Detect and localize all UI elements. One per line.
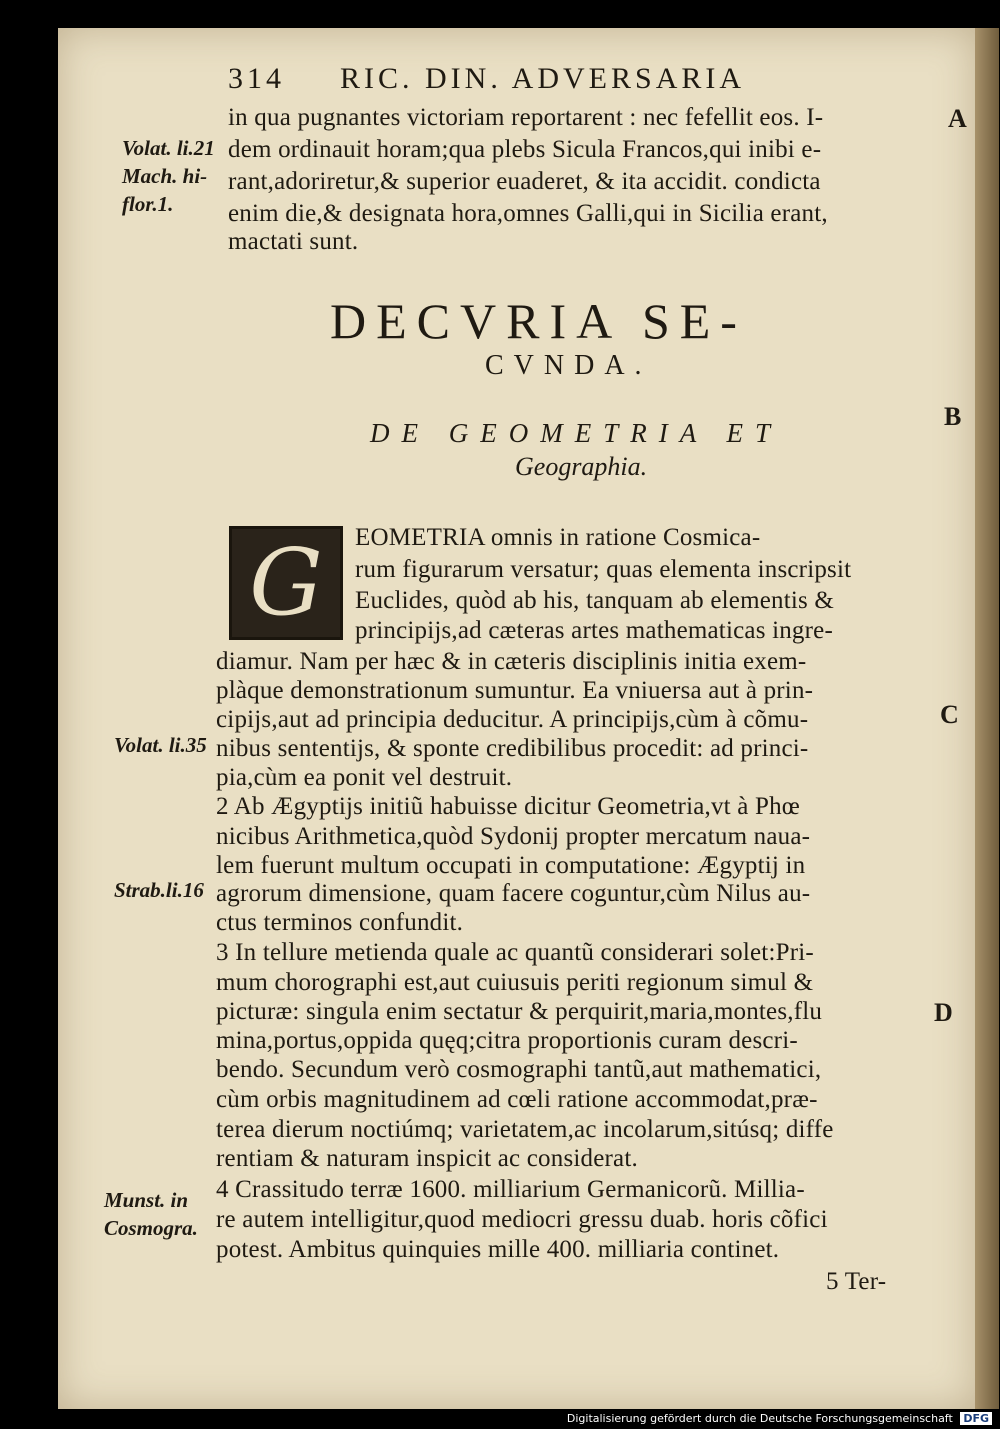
page-number: 314 bbox=[228, 62, 285, 95]
catchword: 5 Ter- bbox=[826, 1268, 887, 1295]
side-note: Volat. li.35 bbox=[114, 733, 207, 757]
side-note: Strab.li.16 bbox=[114, 878, 204, 902]
text-line: in qua pugnantes victoriam reportarent : nec fefellit eos. I- bbox=[228, 104, 824, 131]
margin-letter-d: D bbox=[934, 998, 953, 1027]
side-note: flor.1. bbox=[122, 192, 174, 216]
dfg-logo: DFG bbox=[960, 1412, 992, 1425]
running-title: RIC. DIN. ADVERSARIA bbox=[340, 62, 746, 95]
text-line: terea dierum noctiúmq; varietatem,ac incolarum,sitúsq; diffe bbox=[216, 1116, 834, 1143]
text-line: Euclides, quòd ab his, tanquam ab elementis & bbox=[355, 587, 835, 614]
decorated-initial bbox=[229, 526, 343, 640]
text-line: 3 In tellure metienda quale ac quantũ considerari solet:Pri- bbox=[216, 939, 814, 966]
text-line: agrorum dimensione, quam facere coguntur,cùm Nilus au- bbox=[216, 880, 811, 907]
initial-letter: G bbox=[249, 529, 323, 636]
text-line: pia,cùm ea ponit vel destruit. bbox=[216, 764, 513, 791]
section-subtitle-cont: Geographia. bbox=[515, 452, 648, 481]
text-line: diamur. Nam per hæc & in cæteris disciplinis initia exem- bbox=[216, 648, 807, 675]
text-line: ctus terminos confundit. bbox=[216, 909, 464, 936]
page-edge bbox=[975, 28, 999, 1409]
text-line: plàque demonstrationum sumuntur. Ea vniuersa aut à prin- bbox=[216, 677, 814, 704]
section-title-cont: CVNDA. bbox=[485, 350, 652, 381]
text-line: bendo. Secundum verò cosmographi tantũ,aut mathematici, bbox=[216, 1056, 822, 1083]
side-note: Cosmogra. bbox=[104, 1216, 198, 1240]
text-line: nicibus Arithmetica,quòd Sydonij propter mercatum naua- bbox=[216, 823, 811, 850]
text-line: mactati sunt. bbox=[228, 228, 359, 255]
section-title: DECVRIA SE- bbox=[330, 293, 747, 349]
text-line: 2 Ab Ægyptijs initiũ habuisse dicitur Geometria,vt à Phœ bbox=[216, 793, 801, 820]
footer-text: Digitalisierung gefördert durch die Deutsche Forschungsgemeinschaft bbox=[566, 1412, 953, 1425]
text-line: enim die,& designata hora,omnes Galli,qui in Sicilia erant, bbox=[228, 200, 828, 227]
text-line: re autem intelligitur,quod mediocri gressu duab. horis cõfici bbox=[216, 1206, 828, 1233]
text-line: mina,portus,oppida quęq;citra proportionis curam descri- bbox=[216, 1027, 798, 1054]
side-note: Munst. in bbox=[104, 1188, 189, 1212]
text-line: EOMETRIA omnis in ratione Cosmica- bbox=[355, 524, 761, 551]
footer bbox=[567, 1412, 992, 1425]
text-line: dem ordinauit horam;qua plebs Sicula Francos,qui inibi e- bbox=[228, 136, 822, 163]
text-line: rentiam & naturam inspicit ac considerat. bbox=[216, 1145, 638, 1172]
text-line: mum chorographi est,aut cuiusuis periti regionum simul & bbox=[216, 969, 814, 996]
text-line: rant,adoriretur,& superior euaderet, & ita accidit. condicta bbox=[228, 168, 821, 195]
text-line: principijs,ad cæteras artes mathematicas ingre- bbox=[355, 617, 833, 644]
text-line: nibus sententijs, & sponte credibilibus procedit: ad princi- bbox=[216, 735, 809, 762]
text-line: lem fuerunt multum occupati in computatione: Ægyptij in bbox=[216, 852, 806, 879]
margin-letter-a: A bbox=[948, 104, 967, 133]
side-note: Volat. li.21 bbox=[122, 136, 215, 160]
section-subtitle: DE GEOMETRIA ET bbox=[370, 418, 782, 448]
text-line: cùm orbis magnitudinem ad cœli ratione accommodat,præ- bbox=[216, 1086, 818, 1113]
text-line: picturæ: singula enim sectatur & perquirit,maria,montes,flu bbox=[216, 998, 823, 1025]
margin-letter-c: C bbox=[940, 700, 959, 729]
text-line: 4 Crassitudo terræ 1600. milliarium Germanicorũ. Millia- bbox=[216, 1176, 805, 1203]
text-line: rum figurarum versatur; quas elementa inscripsit bbox=[355, 556, 852, 583]
text-line: cipijs,aut ad principia deducitur. A principijs,cùm à cõmu- bbox=[216, 706, 809, 733]
side-note: Mach. hi- bbox=[122, 164, 208, 188]
margin-letter-b: B bbox=[944, 402, 962, 431]
text-line: potest. Ambitus quinquies mille 400. milliaria continet. bbox=[216, 1236, 780, 1263]
